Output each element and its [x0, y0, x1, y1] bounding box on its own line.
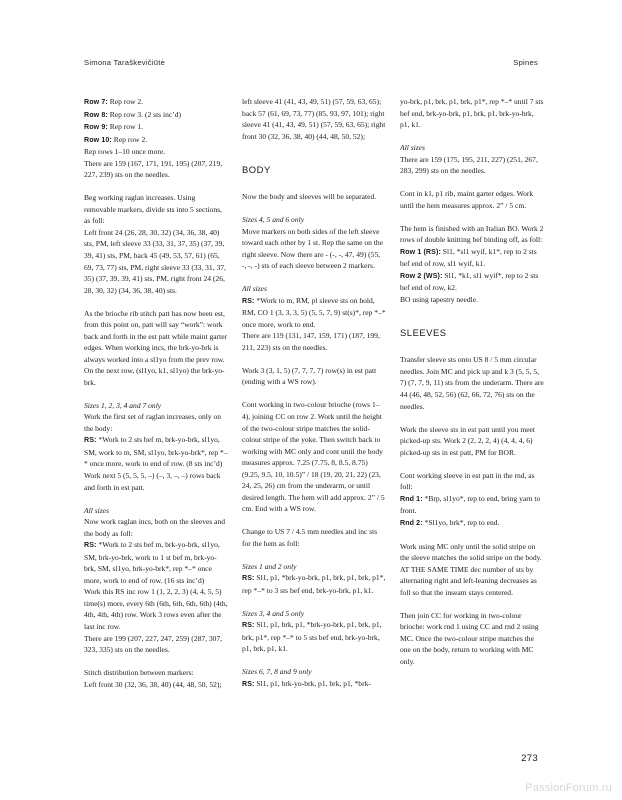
size-subheading: All sizes	[400, 143, 425, 153]
running-head-title: Spines	[513, 58, 538, 67]
instruction-label: Row 7:	[84, 98, 108, 106]
paragraph: Cont working in two-colour brioche (rows 1–4), joining CC on row 2. Work until the height of the two-colour stripe matches the solid-colour stripe of the yoke. Then switch back to working with MC only and cont until the body measures approx. 7.25 (7.75, 8, 8.5, 8.75) (9.25, 9.5, 10, 10.5)” / 18 (19, 20, 21, 22) (23, 24, 25, 26) cm from the underarm, or until desired length. The hem will add approx. 2” / 5 cm. End with a WS row.	[242, 400, 385, 514]
instruction-text: *Brp, sl1yo*, rep to end, bring yarn to front.	[400, 493, 541, 516]
paragraph: The hem is finished with an Italian BO. Work 2 rows of double knitting bef binding off, as foll:	[400, 223, 544, 245]
instruction-row	[84, 539, 228, 586]
size-subheading: Sizes 1 and 2 only	[242, 561, 297, 571]
instruction-text: *Sl1yo, brk*, rep to end.	[422, 517, 500, 527]
instruction-label: Row 8:	[84, 110, 108, 119]
instruction-row	[400, 517, 544, 530]
paragraph: There are 119 (131, 147, 159, 171) (187, 199, 211, 223) sts on the needles.	[242, 331, 380, 352]
size-subheading: Sizes 3, 4 and 5 only	[242, 608, 305, 618]
instruction-text: Rep row 1.	[107, 122, 144, 132]
column-left	[84, 96, 228, 756]
instruction-text: *Work to 2 sts bef m, brk-yo-brk, sl1yo, SM, brk-yo-brk, work to 1 st bef m, brk-yo-brk, SM, sl1yo, brk-yo-brk*, rep *–* once more, work to end of row. (16 sts inc’d)	[84, 540, 220, 585]
instruction-row	[84, 434, 228, 470]
instruction-row	[400, 246, 544, 270]
size-subheading: Sizes 1, 2, 3, 4 and 7 only	[84, 400, 162, 410]
instruction-label: RS:	[84, 541, 97, 550]
paragraph: Now the body and sleeves will be separated.	[242, 192, 377, 202]
instruction-text: Rep row 3. (2 sts inc’d)	[107, 109, 182, 119]
instruction-text: Rep row 2.	[111, 134, 148, 144]
paragraph: Transfer sleeve sts onto US 8 / 5 mm circular needles. Join MC and pick up and k 3 (5, 5, 5, 7) (7, 7, 9, 11) sts from the underarm. There are 44 (46, 48, 52, 56) (62, 66, 72, 76) sts on the needles.	[400, 355, 544, 411]
instruction-text: Sl1, *k1, sl1 wyif*, rep to 2 sts bef end of row, k2.	[400, 270, 539, 293]
section-heading: BODY	[242, 164, 271, 176]
instruction-text: Sl1, p1, brk-yo-brk, p1, brk, p1, *brk-	[254, 678, 371, 688]
text-columns	[84, 96, 544, 756]
size-subheading: All sizes	[84, 505, 109, 515]
paragraph: Rep rows 1–10 once more.	[84, 147, 166, 157]
paragraph: Change to US 7 / 4.5 mm needles and inc sts for the hem as foll:	[242, 527, 378, 548]
instruction-label: RS:	[242, 621, 255, 630]
paragraph: There are 159 (167, 171, 191, 195) (207, 219, 227, 239) sts on the needles.	[84, 158, 223, 180]
paragraph: Now work raglan incs, both on the sleeves and the body as foll:	[84, 517, 226, 538]
paragraph: Then join CC for working in two-colour brioche: work rnd 1 using CC and rnd 2 using MC. Once the two-colour stripe matches the one on the body, return to working with MC only.	[400, 610, 539, 666]
instruction-label: RS:	[242, 679, 255, 688]
instruction-row	[242, 678, 386, 691]
paragraph: Stitch distribution between markers:	[84, 668, 194, 678]
running-head-author: Simona Tarаškevičiūtė	[84, 58, 166, 67]
paragraph: Cont working sleeve in est patt in the rnd, as foll:	[400, 470, 535, 492]
paragraph: Work the sleeve sts in est patt until you meet picked-up sts. Work 2 (2, 2, 2, 4) (4, 4, 4, 6) picked-up sts in est patt, PM for BOR.	[400, 424, 535, 457]
instruction-text: Sl1, p1, *brk-yo-brk, p1, brk, p1, brk, p1*, rep *–* to 3 sts bef end, brk-yo-brk, p1, k1.	[242, 573, 386, 595]
instruction-label: RS:	[242, 574, 255, 583]
paragraph: BO using tapestry needle.	[400, 294, 478, 304]
instruction-row	[400, 270, 544, 294]
paragraph: Work 3 (3, 1, 5) (7, 7, 7, 7) row(s) in est patt (ending with a WS row).	[242, 365, 377, 387]
paragraph: Cont in k1, p1 rib, maint garter edges. Work until the hem measures approx. 2” / 5 cm.	[400, 189, 534, 210]
instruction-text: *Work to 2 sts bef m, brk-yo-brk, sl1yo, SM, work to m, SM, sl1yo, brk-yo-brk*, rep *–* once more, work to end of row. (8 sts inc’d)	[84, 435, 228, 469]
instruction-text: Sl1, p1, brk, p1, *brk-yo-brk, p1, brk, p1, brk, p1*, rep *–* to 5 sts bef end, brk-yo-brk, p1, brk, p1, k1.	[242, 620, 382, 654]
paragraph: Beg working raglan increases. Using removable markers, divide sts into 5 sections, as foll:	[84, 193, 222, 226]
paragraph: Left front 30 (32, 36, 38, 40) (44, 48, 50, 52);	[84, 679, 222, 689]
running-head	[84, 58, 538, 67]
instruction-label: RS:	[84, 436, 97, 445]
instruction-row	[84, 134, 228, 147]
instruction-row	[242, 619, 386, 655]
instruction-row	[400, 493, 544, 517]
paragraph: Work using MC only until the solid stripe on the sleeve matches the solid stripe on the body. AT THE SAME TIME dec number of sts by alternating right and left-leaning decreases as foll so that the inseam stays centered.	[400, 541, 542, 597]
instruction-row	[84, 121, 228, 134]
paragraph: Left front 24 (26, 28, 30, 32) (34, 36, 38, 40) sts, PM, left sleeve 33 (33, 31, 37, 35) (37, 39, 39, 41) sts, PM, back 45 (49, 53, 57, 61) (65, 69, 73, 77) sts, PM, right sleeve 33 (33, 31, 37, 35) (37, 39, 39, 41) sts, PM, right front 24 (26, 28, 30, 32) (34, 36, 38, 40) sts.	[84, 227, 226, 295]
size-subheading: Sizes 4, 5 and 6 only	[242, 215, 305, 225]
instruction-label: Row 9:	[84, 123, 108, 132]
paragraph: There are 199 (207, 227, 247, 259) (287, 307, 323, 335) sts on the needles.	[84, 633, 223, 655]
instruction-row	[84, 96, 228, 109]
paragraph: Work next 5 (5, 5, 5, –) (–, 3, –, –) rows back and forth in est patt.	[84, 471, 221, 492]
instruction-label: Rnd 2:	[400, 518, 423, 527]
paragraph: There are 159 (175, 195, 211, 227) (251, 267, 283, 299) sts on the needles.	[400, 154, 538, 176]
instruction-label: Row 10:	[84, 135, 112, 144]
paragraph: left sleeve 41 (41, 43, 49, 51) (57, 59, 63, 65); back 57 (61, 69, 73, 77) (85, 93, 97, 101); right sleeve 41 (41, 43, 49, 51) (57, 59, 63, 65); right front 30 (32, 36, 38, 40) (44, 48, 50, 52);	[242, 97, 386, 141]
instruction-row	[242, 295, 386, 331]
size-subheading: All sizes	[242, 284, 267, 294]
instruction-label: RS:	[242, 296, 255, 305]
column-right	[400, 96, 544, 756]
paragraph: As the brioche rib stitch patt has now been est, from this point on, patt will say “work”: work back and forth in the est patt while maint garter edges. When working incs, the brk-yo-brk is always worked into a sl1yo from the prev row. On the next row, (sl1yo, k1, sl1yo) the brk-yo-brk.	[84, 308, 228, 387]
page-number: 273	[521, 753, 538, 764]
instruction-label: Row 2 (WS):	[400, 271, 443, 280]
instruction-label: Rnd 1:	[400, 494, 423, 503]
paragraph: Move markers on both sides of the left sleeve toward each other by 1 st. Rep the same on the right sleeve. Now there are - (-, -, 47, 49) (55, -, -, -) sts of each sleeve between 2 markers.	[242, 226, 384, 271]
section-heading: SLEEVES	[400, 327, 447, 339]
size-subheading: Sizes 6, 7, 8 and 9 only	[242, 667, 312, 677]
watermark: PassionForum.ru	[525, 782, 612, 794]
instruction-text: Rep row 2.	[107, 97, 144, 106]
instruction-row	[242, 572, 386, 596]
paragraph: Work the first set of raglan increases, only on the body:	[84, 412, 222, 433]
paragraph: Work this RS inc row 1 (1, 2, 2, 3) (4, 4, 5, 5) time(s) more, every 6th (6th, 6th, 6th, 6th) (4th, 4th, 4th, 4th) row. Work 3 rows even after the last inc row.	[84, 587, 228, 631]
instruction-row	[84, 109, 228, 122]
column-middle	[242, 96, 386, 756]
instruction-text: *Work to m, RM, pl sleeve sts on hold, RM, CO 1 (3, 3, 3, 5) (5, 5, 7, 9) st(s)*, rep *–* once more, work to end.	[242, 295, 386, 329]
paragraph: yo-brk, p1, brk, p1, brk, p1*, rep *–* until 7 sts bef end, brk-yo-brk, p1, brk, p1, brk-yo-brk, p1, k1.	[400, 97, 544, 130]
instruction-label: Row 1 (RS):	[400, 247, 441, 256]
instruction-text: Sl1, *sl1 wyif, k1*, rep to 2 sts bef end of row, sl1 wyif, k1.	[400, 246, 537, 269]
